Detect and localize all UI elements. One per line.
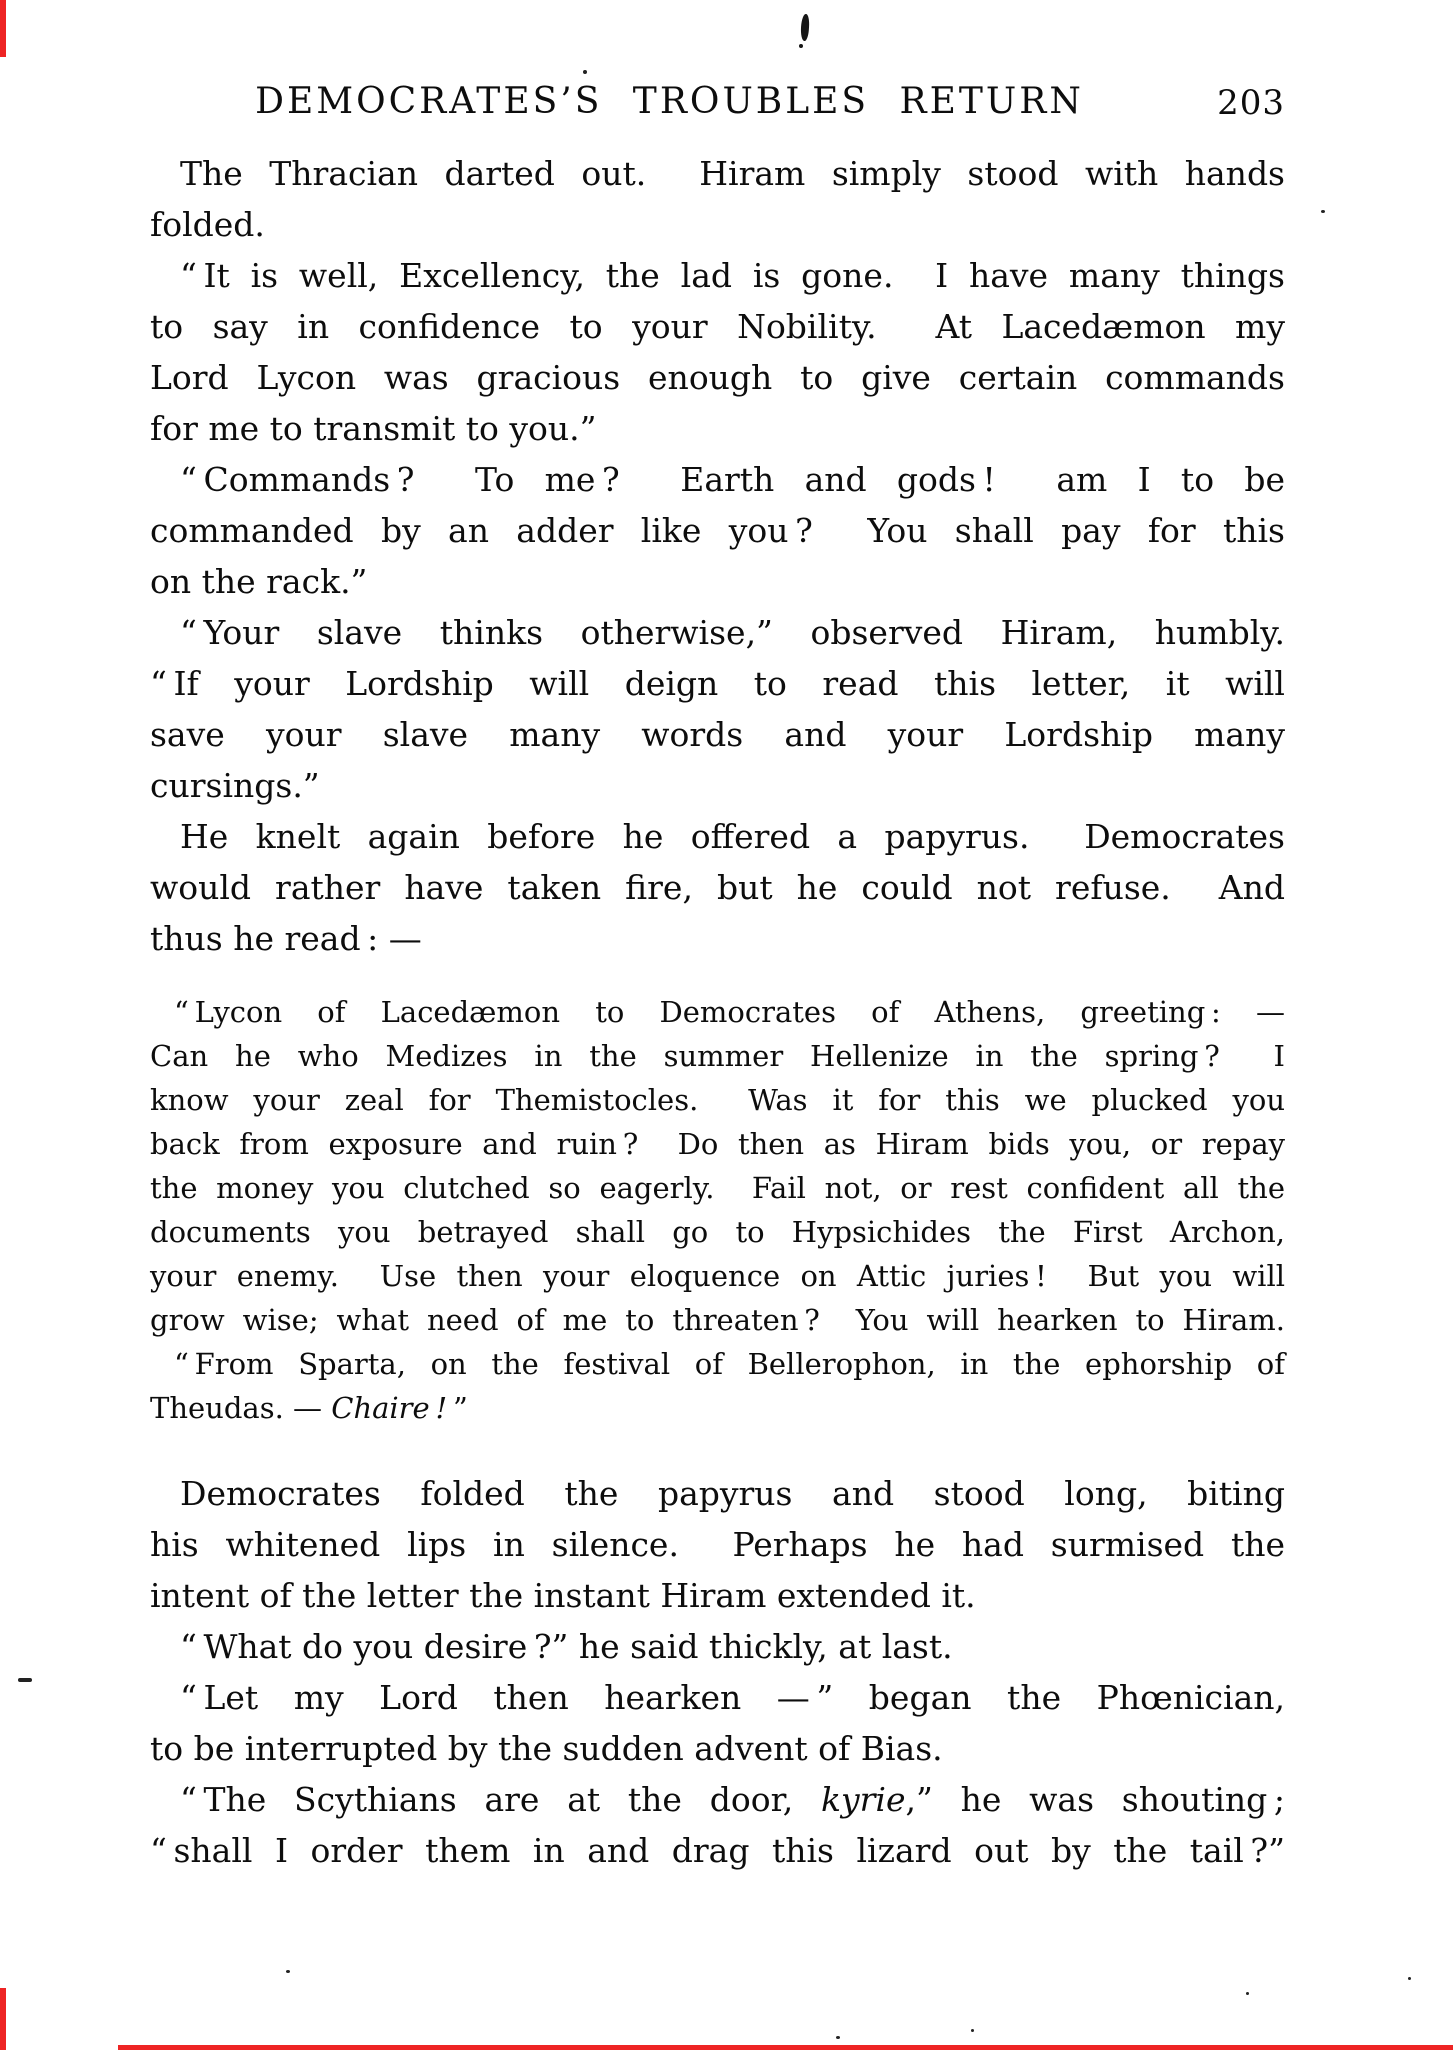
text-line: Democrates folded the papyrus and stood long, biting [180,1474,1285,1513]
paragraph [150,454,1285,607]
text-line: to be interrupted by the sudden advent of Bias. [150,1729,943,1768]
text-block [150,148,1285,1876]
paragraph [150,250,1285,454]
text-line: “ From Sparta, on the festival of Bellerophon, in the ephorship of [174,1347,1285,1381]
text-line: “ Let my Lord then hearken — ” began the Phœnician, [180,1678,1285,1717]
ink-speck [1321,210,1325,213]
text-line: intent of the letter the instant Hiram extended it. [150,1576,976,1615]
paragraph [150,1621,1285,1672]
paragraph [150,1468,1285,1621]
text-line: your enemy. Use then your eloquence on Attic juries ! But you will [150,1259,1285,1293]
text-line: Can he who Medizes in the summer Hellenize in the spring ? I [150,1039,1285,1073]
paragraph [150,607,1285,811]
paragraph [150,990,1285,1430]
text-line: on the rack.” [150,562,368,601]
text-line: for me to transmit to you.” [150,409,597,448]
page-number: 203 [1217,83,1285,123]
text-line: to say in confidence to your Nobility. At Lacedæmon my [150,307,1285,346]
text-line: back from exposure and ruin ? Do then as Hiram bids you, or repay [150,1127,1285,1161]
text-line: “ It is well, Excellency, the lad is gone. I have many things [180,256,1285,295]
text-line: “ Your slave thinks otherwise,” observed Hiram, humbly. [180,613,1285,652]
ink-blot-dot [799,44,803,48]
text-line: Lord Lycon was gracious enough to give certain commands [150,358,1285,397]
ink-blot [800,14,810,41]
text-line: He knelt again before he offered a papyrus. Democrates [180,817,1285,856]
ink-speck [971,2029,974,2032]
text-line: save your slave many words and your Lordship many [150,715,1285,754]
text-line: documents you betrayed shall go to Hypsichides the First Archon, [150,1215,1285,1249]
text-line: folded. [150,205,265,244]
scan-edge-mark-bottom [118,2045,1453,2050]
chapter-running-title: DEMOCRATES’S TROUBLES RETURN [255,81,1084,122]
paragraph [150,1774,1285,1876]
text-line: would rather have taken fire, but he could not refuse. And [150,868,1285,907]
ink-speck [286,1970,290,1973]
text-line: “ shall I order them in and drag this lizard out by the tail ?” [150,1831,1285,1870]
text-line: the money you clutched so eagerly. Fail not, or rest confident all the [150,1171,1285,1205]
text-line: “ If your Lordship will deign to read this letter, it will [150,664,1285,703]
text-line: The Thracian darted out. Hiram simply stood with hands [180,154,1285,193]
ink-speck [18,1678,32,1682]
scan-edge-mark-bottom-left [0,1988,6,2050]
text-line: “ What do you desire ?” he said thickly, at last. [180,1627,953,1666]
ink-speck [583,70,587,74]
text-line: “ The Scythians are at the door, kyrie,” he was shouting ; [180,1780,1285,1819]
running-header [150,80,1285,124]
paragraph [150,148,1285,250]
ink-speck [1246,1992,1249,1995]
ink-speck [836,2036,840,2039]
text-line: thus he read : — [150,919,422,958]
scan-edge-mark-top-left [0,0,6,57]
text-line: Theudas. — Chaire ! ” [150,1391,468,1425]
text-line: cursings.” [150,766,320,805]
text-line: “ Lycon of Lacedæmon to Democrates of Athens, greeting : — [174,995,1285,1029]
text-line: his whitened lips in silence. Perhaps he had surmised the [150,1525,1285,1564]
text-line: “ Commands ? To me ? Earth and gods ! am I to be [180,460,1285,499]
paragraph [150,1672,1285,1774]
text-line: know your zeal for Themistocles. Was it for this we plucked you [150,1083,1285,1117]
text-line: grow wise; what need of me to threaten ? You will hearken to Hiram. [150,1303,1285,1337]
text-column [150,80,1285,1876]
text-line: commanded by an adder like you ? You shall pay for this [150,511,1285,550]
paragraph [150,811,1285,964]
ink-speck [1408,1977,1411,1980]
